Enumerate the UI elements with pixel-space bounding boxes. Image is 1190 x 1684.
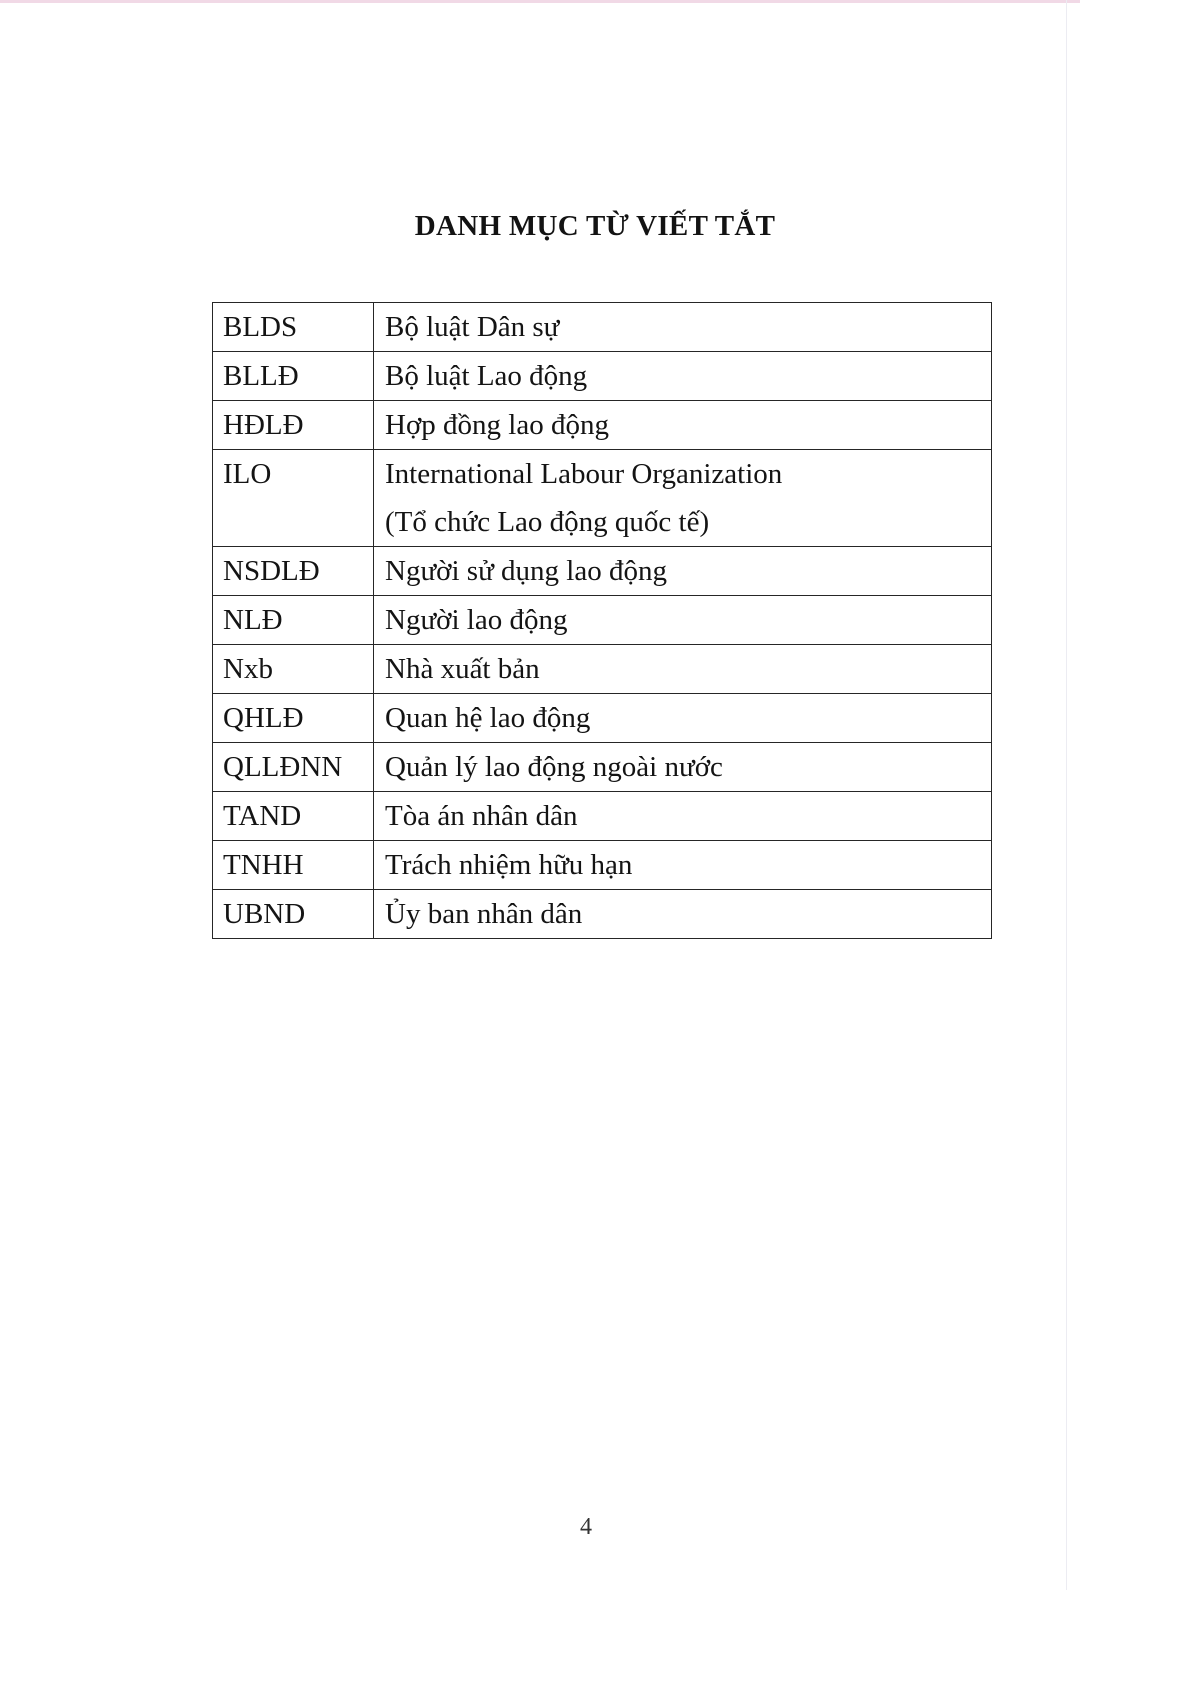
meaning-cell — [374, 694, 992, 743]
meaning-line: Hợp đồng lao động — [385, 409, 609, 441]
abbreviation-cell: NSDLĐ — [213, 547, 374, 596]
abbreviation-cell: HĐLĐ — [213, 401, 374, 450]
meaning-cell — [374, 792, 992, 841]
table-row — [213, 596, 992, 645]
abbreviation-cell: Nxb — [213, 645, 374, 694]
abbreviation-cell: QHLĐ — [213, 694, 374, 743]
meaning-cell — [374, 450, 992, 547]
table-row — [213, 841, 992, 890]
meaning-line: International Labour Organization — [385, 458, 783, 490]
meaning-line: Bộ luật Dân sự — [385, 311, 560, 343]
table-row — [213, 352, 992, 401]
meaning-cell — [374, 645, 992, 694]
table-row — [213, 890, 992, 939]
abbreviation-cell: ILO — [213, 450, 374, 547]
meaning-line: Người lao động — [385, 604, 568, 636]
table-row — [213, 547, 992, 596]
meaning-cell — [374, 743, 992, 792]
abbreviation-cell: NLĐ — [213, 596, 374, 645]
meaning-cell — [374, 890, 992, 939]
page-number: 4 — [580, 1514, 592, 1540]
table-row — [213, 743, 992, 792]
meaning-line: Trách nhiệm hữu hạn — [385, 849, 633, 881]
abbreviation-cell: TAND — [213, 792, 374, 841]
meaning-cell — [374, 303, 992, 352]
page-top-edge — [0, 0, 1080, 3]
abbreviation-table — [212, 302, 992, 939]
table-row — [213, 401, 992, 450]
meaning-line: Tòa án nhân dân — [385, 800, 578, 832]
abbreviation-cell: QLLĐNN — [213, 743, 374, 792]
meaning-line: Bộ luật Lao động — [385, 360, 588, 392]
meaning-line: Người sử dụng lao động — [385, 555, 667, 587]
abbreviation-cell: BLDS — [213, 303, 374, 352]
meaning-cell — [374, 841, 992, 890]
abbreviation-table-body — [213, 303, 992, 939]
abbreviation-cell: TNHH — [213, 841, 374, 890]
meaning-line: Ủy ban nhân dân — [385, 898, 583, 930]
meaning-cell — [374, 547, 992, 596]
abbreviation-cell: UBND — [213, 890, 374, 939]
table-row — [213, 303, 992, 352]
page-title: DANH MỤC TỪ VIẾT TẮT — [414, 210, 776, 242]
table-row — [213, 694, 992, 743]
meaning-line: Quan hệ lao động — [385, 702, 591, 734]
table-row — [213, 450, 992, 547]
meaning-line: Nhà xuất bản — [385, 653, 540, 685]
meaning-cell — [374, 352, 992, 401]
meaning-line: Quản lý lao động ngoài nước — [385, 751, 723, 783]
meaning-line: (Tổ chức Lao động quốc tế) — [385, 506, 710, 538]
table-row — [213, 645, 992, 694]
abbreviation-cell: BLLĐ — [213, 352, 374, 401]
meaning-cell — [374, 596, 992, 645]
meaning-cell — [374, 401, 992, 450]
table-row — [213, 792, 992, 841]
